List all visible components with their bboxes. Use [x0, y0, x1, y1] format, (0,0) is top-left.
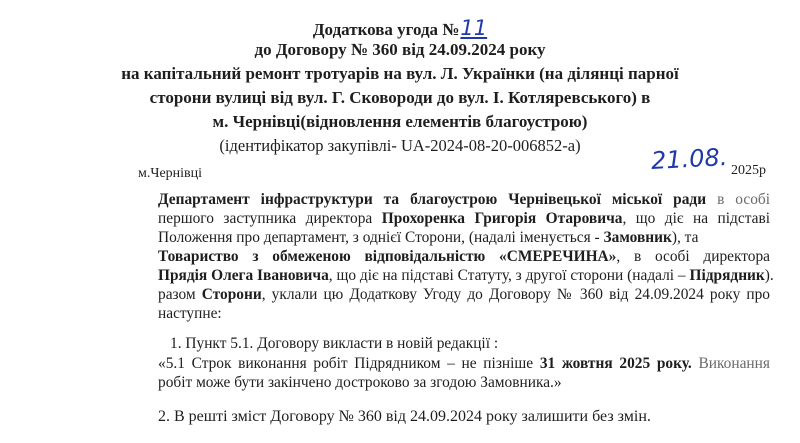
customer-role: Замовник: [603, 229, 672, 246]
deadline-date: 31 жовтня 2025 року.: [539, 355, 692, 372]
party-1-line-1: Департамент інфраструктури та благоустрою Чернівецької міської ради в особі: [158, 191, 771, 208]
contractor-representative: Прядія Олега Івановича: [158, 267, 329, 284]
party-2-line-1: Товариство з обмеженою відповідальністю «СМЕРЕЧИНА», в особі директора: [158, 248, 771, 265]
item-1-heading: 1. Пункт 5.1. Договору викласти в новій редакції :: [170, 335, 499, 352]
item-2: 2. В решті зміст Договору № 360 від 24.09.2024 року залишити без змін.: [158, 408, 651, 425]
contractor-organization: Товариство з обмеженою відповідальністю «СМЕРЕЧИНА»: [158, 248, 617, 265]
sides-term: Сторони: [201, 286, 262, 303]
contractor-role: Підрядник: [689, 267, 765, 284]
handwritten-date: 21.08.: [650, 143, 729, 175]
title-subject-line-3: м. Чернівці(відновлення елементів благоустрою): [212, 112, 588, 131]
agreement-title: [0, 16, 800, 40]
parties-together-line: разом Сторони, уклали цю Додаткову Угоду до Договору № 360 від 24.09.2024 року про: [158, 286, 770, 303]
city: м.Чернівці: [138, 166, 203, 181]
title-contract-reference: до Договору № 360 від 24.09.2024 року: [254, 40, 546, 59]
procurement-identifier: (ідентифікатор закупівлі- UA-2024-08-20-006852-а): [219, 136, 581, 155]
title-subject-line-2: сторони вулиці від вул. Г. Сковороди до вул. І. Котляревського) в: [149, 88, 651, 107]
party-1-line-2: першого заступника директора Прохоренка Григорія Отаровича, що діє на підставі: [158, 210, 770, 227]
customer-representative: Прохоренка Григорія Отаровича: [381, 210, 623, 227]
item-1-quote-line-2: робіт може бути закінчено достроково за згодою Замовника.»: [158, 374, 562, 391]
title-prefix: Додаткова угода №: [312, 20, 460, 39]
parties-closing: наступне:: [158, 305, 222, 322]
title-subject-line-1: на капітальний ремонт тротуарів на вул. Л. Українки (на ділянці парної: [121, 64, 679, 83]
party-2-line-2: Прядія Олега Івановича, що діє на підставі Статуту, з другої сторони (надалі – Підрядник).: [158, 267, 774, 284]
customer-organization: Департамент інфраструктури та благоустрою Чернівецької міської ради: [158, 191, 707, 208]
party-1-line-3: Положення про департамент, з однієї Сторони, (надалі іменується - Замовник), та: [158, 229, 699, 246]
item-1-quote-line-1: «5.1 Строк виконання робіт Підрядником – не пізніше 31 жовтня 2025 року. Виконання: [158, 355, 770, 372]
handwritten-agreement-number: 11: [460, 16, 488, 40]
year: 2025р: [731, 163, 766, 178]
